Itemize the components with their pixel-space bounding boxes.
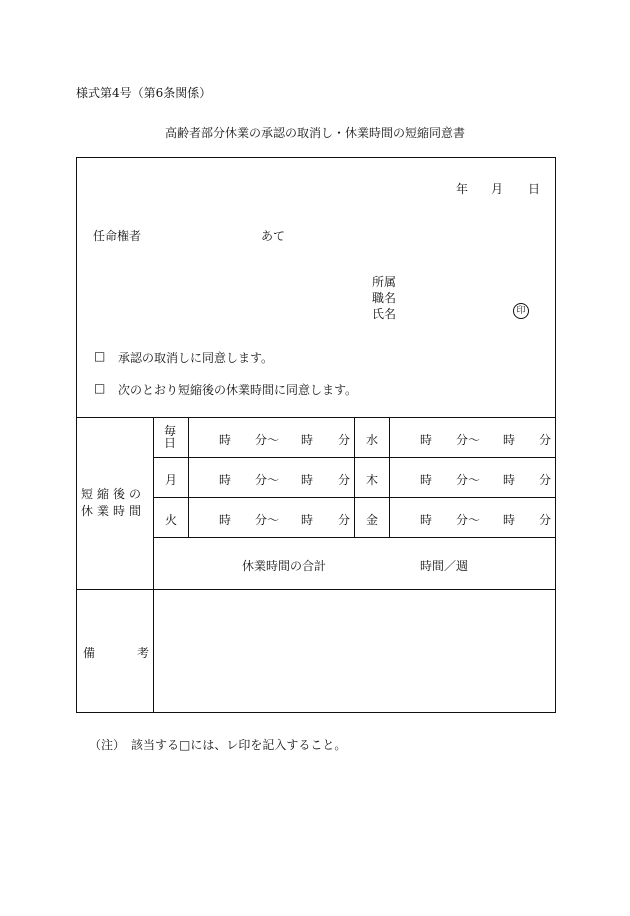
thu-start-hour[interactable]: 時 [420,473,433,487]
checkbox-cancel[interactable]: □ [94,349,106,363]
addressee-suffix: あて [261,229,286,243]
day-fri: 金 [366,513,379,527]
rule-day-col-left [188,417,189,537]
day-tue: 火 [165,513,178,527]
rule-row3 [153,537,556,538]
wed-end-hour[interactable]: 時 [503,433,516,447]
day-daily [164,425,176,449]
mon-start-hour[interactable]: 時 [219,473,232,487]
fri-end-hour[interactable]: 時 [503,513,516,527]
fri-start-minute[interactable]: 分〜 [456,513,481,527]
day-daily-line2: 日 [164,436,177,450]
fri-end-minute[interactable]: 分 [539,513,552,527]
daily-start-hour[interactable]: 時 [219,433,232,447]
seal-mark: 印 [513,303,529,319]
remarks-label-right: 考 [137,646,150,660]
rule-mid-col [354,417,355,537]
thu-end-hour[interactable]: 時 [503,473,516,487]
remarks-field[interactable] [155,591,554,711]
total-hours-unit[interactable]: 時間／週 [420,559,469,573]
affiliation-label: 所属 [372,275,397,289]
checkbox-shorten[interactable]: □ [94,381,106,395]
name-label: 氏名 [372,307,397,321]
tue-start-minute[interactable]: 分〜 [255,513,280,527]
footnote: （注） 該当する□には、レ印を記入すること。 [89,738,347,752]
daily-end-minute[interactable]: 分 [338,433,351,447]
day-daily-line1: 毎 [164,424,177,438]
wed-end-minute[interactable]: 分 [539,433,552,447]
total-hours-label: 休業時間の合計 [242,559,327,573]
date-day[interactable]: 日 [528,182,541,196]
remarks-label-left: 備 [83,646,96,660]
schedule-label-line1: 短縮後の [81,487,146,501]
rule-remarks-top [76,589,556,590]
mon-start-minute[interactable]: 分〜 [255,473,280,487]
day-thu: 木 [366,473,379,487]
wed-start-hour[interactable]: 時 [420,433,433,447]
mon-end-minute[interactable]: 分 [338,473,351,487]
option-shorten-label: 次のとおり短縮後の休業時間に同意します。 [118,383,358,397]
tue-end-hour[interactable]: 時 [301,513,314,527]
tue-start-hour[interactable]: 時 [219,513,232,527]
wed-start-minute[interactable]: 分〜 [456,433,481,447]
rule-label-col [153,417,154,713]
fri-start-hour[interactable]: 時 [420,513,433,527]
schedule-label-line2: 休業時間 [81,504,146,518]
daily-start-minute[interactable]: 分〜 [255,433,280,447]
thu-end-minute[interactable]: 分 [539,473,552,487]
tue-end-minute[interactable]: 分 [338,513,351,527]
day-mon: 月 [165,473,178,487]
addressee-label: 任命権者 [93,229,142,243]
date-month[interactable]: 月 [491,182,504,196]
document-title: 高齢者部分休業の承認の取消し・休業時間の短縮同意書 [164,126,465,140]
date-year[interactable]: 年 [456,182,469,196]
rule-day-col-right [389,417,390,537]
day-wed: 水 [366,433,379,447]
option-cancel-label: 承認の取消しに同意します。 [118,351,274,365]
thu-start-minute[interactable]: 分〜 [456,473,481,487]
daily-end-hour[interactable]: 時 [301,433,314,447]
rule-schedule-top [76,417,556,418]
form-number: 様式第4号（第6条関係） [76,86,212,100]
mon-end-hour[interactable]: 時 [301,473,314,487]
position-label: 職名 [372,291,397,305]
